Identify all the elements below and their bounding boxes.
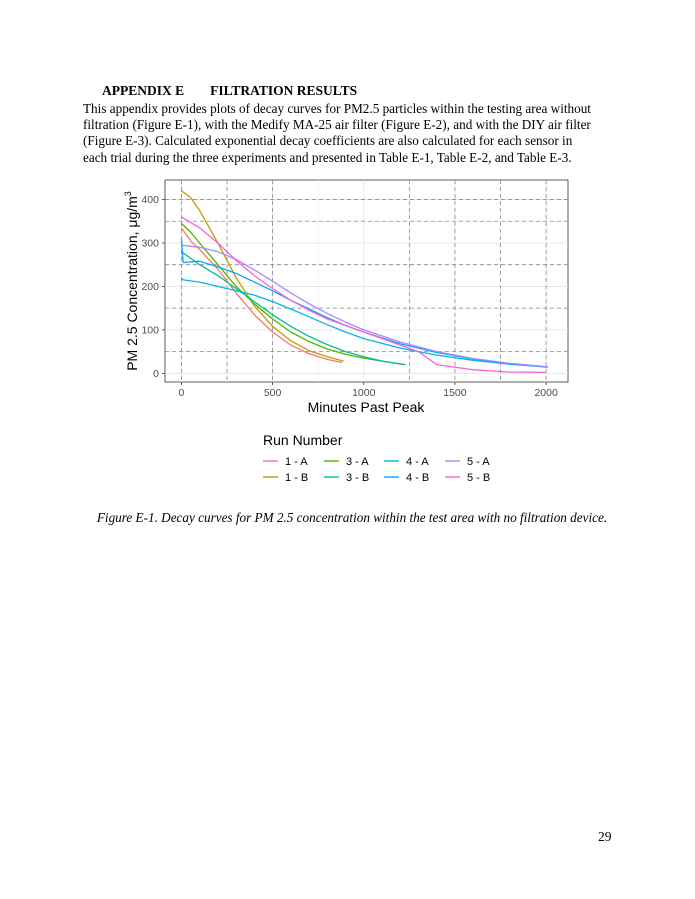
- y-axis-ticks: [141, 194, 165, 380]
- appendix-label: APPENDIX E: [102, 83, 185, 98]
- x-tick-label: 1500: [443, 387, 467, 399]
- legend-label: 3 - A: [346, 456, 369, 468]
- y-tick-label: 0: [153, 367, 159, 380]
- legend-title: Run Number: [263, 432, 343, 448]
- legend-label: 1 - A: [285, 456, 308, 468]
- y-tick-label: 300: [141, 237, 159, 250]
- legend-label: 4 - B: [406, 472, 430, 484]
- appendix-heading: [102, 83, 357, 99]
- y-axis-label-superscript: 3: [123, 191, 133, 197]
- intro-paragraph: [83, 101, 623, 166]
- intro-line: This appendix provides plots of decay curves for PM2.5 particles within the testing area without: [83, 101, 591, 116]
- x-tick-label: 1000: [352, 387, 376, 399]
- decay-curve-chart: [110, 168, 590, 496]
- legend-label: 5 - B: [467, 472, 491, 484]
- legend-label: 3 - B: [346, 472, 370, 484]
- intro-line: each trial during the three experiments and presented in Table E-1, Table E-2, and Table E-3.: [83, 149, 572, 165]
- figure-caption: Figure E-1. Decay curves for PM 2.5 concentration within the test area with no filtration device.: [96, 510, 608, 525]
- x-axis-ticks: [178, 382, 557, 399]
- page-number: 29: [598, 829, 612, 844]
- y-axis-label-text: PM 2.5 Concentration, μg/m: [124, 196, 140, 371]
- x-tick-label: 500: [263, 387, 282, 399]
- appendix-title: FILTRATION RESULTS: [210, 83, 358, 98]
- legend-label: 4 - A: [406, 456, 429, 468]
- y-axis-label: [123, 191, 140, 371]
- intro-line: (Figure E-3). Calculated exponential decay coefficients are also calculated for each sensor in: [83, 133, 573, 149]
- y-tick-label: 400: [141, 194, 159, 207]
- x-axis-label: Minutes Past Peak: [307, 399, 425, 415]
- legend-label: 1 - B: [285, 472, 309, 484]
- legend: [263, 456, 490, 484]
- legend-label: 5 - A: [467, 456, 490, 468]
- y-tick-label: 100: [141, 324, 159, 337]
- x-tick-label: 0: [178, 387, 185, 399]
- x-tick-label: 2000: [534, 387, 558, 399]
- y-tick-label: 200: [141, 280, 159, 293]
- intro-line: filtration (Figure E-1), with the Medify MA-25 air filter (Figure E-2), and with the DIY air filter: [83, 117, 591, 133]
